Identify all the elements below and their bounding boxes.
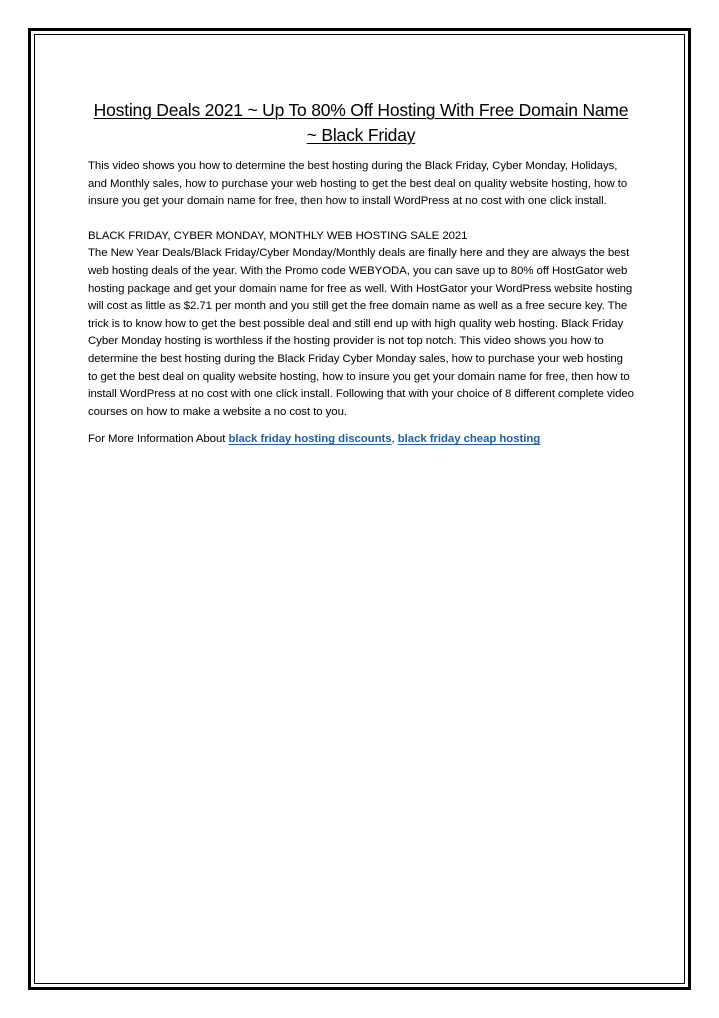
paragraph-spacer — [88, 211, 634, 228]
section-heading: BLACK FRIDAY, CYBER MONDAY, MONTHLY WEB HOSTING SALE 2021 — [88, 229, 468, 242]
document-title: Hosting Deals 2021 ~ Up To 80% Off Hosting With Free Domain Name ~ Black Friday — [93, 100, 629, 145]
intro-paragraph: This video shows you how to determine the best hosting during the Black Friday, Cyber Monday, Holidays, and Monthly sales, how to purchase your web hosting to get the best deal on quality website hosting, how to insure you get your domain name for free, then how to install WordPress at no cost with one click install. — [88, 160, 628, 208]
body-paragraph: The New Year Deals/Black Friday/Cyber Monday/Monthly deals are finally here and they are always the best web hosting deals of the year. With the Promo code WEBYODA, you can save up to 80% off HostGator web hosting package and get your domain name for free as well. With HostGator your WordPress website hosting will cost as little as $2.71 per month and you still get the free domain name as well as a free secure key. The trick is to know how to get the best possible deal and still end up with high quality web hosting. Black Friday Cyber Monday hosting is worthless if the hosting provider is not top notch. This video shows you how to determine the best hosting during the Black Friday Cyber Monday sales, how to purchase your web hosting to get the best deal on quality website hosting, how to insure you get your domain name for free, then how to install WordPress at no cost with one click install. Following that with your choice of 8 different complete video courses on how to make a website a no cost to you. — [88, 247, 634, 418]
document-content — [88, 98, 634, 449]
more-info-line — [88, 431, 634, 449]
link-black-friday-cheap-hosting[interactable]: black friday cheap hosting — [397, 433, 541, 446]
link-separator: , — [391, 433, 398, 446]
link-black-friday-hosting-discounts[interactable]: black friday hosting discounts — [228, 433, 392, 446]
more-info-prefix: For More Information About — [88, 433, 229, 446]
